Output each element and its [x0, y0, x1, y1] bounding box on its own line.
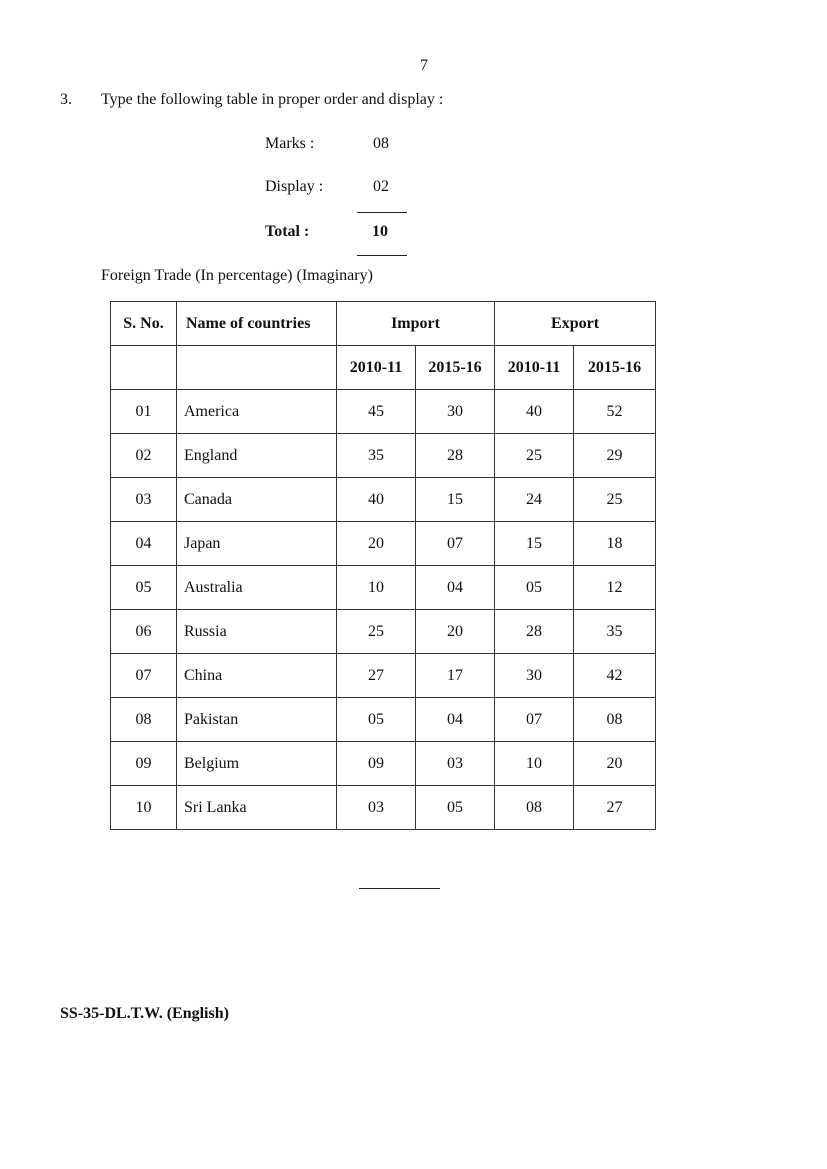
total-top-rule	[357, 212, 407, 213]
cell-country-name: China	[177, 654, 337, 698]
cell-export-2015-16: 18	[574, 522, 656, 566]
total-label: Total :	[265, 223, 310, 240]
cell-import-2015-16: 17	[416, 654, 495, 698]
cell-export-2015-16: 52	[574, 390, 656, 434]
subheader-import-year-1: 2010-11	[337, 346, 416, 390]
table-row	[111, 390, 656, 434]
cell-export-2015-16: 25	[574, 478, 656, 522]
subheader-export-year-2: 2015-16	[574, 346, 656, 390]
display-label: Display :	[265, 178, 324, 195]
cell-import-2010-11: 20	[337, 522, 416, 566]
cell-export-2010-11: 30	[495, 654, 574, 698]
cell-export-2010-11: 10	[495, 742, 574, 786]
cell-export-2010-11: 08	[495, 786, 574, 830]
header-export: Export	[495, 302, 656, 346]
cell-sno: 07	[111, 654, 177, 698]
cell-export-2010-11: 25	[495, 434, 574, 478]
table-row	[111, 566, 656, 610]
table-row	[111, 654, 656, 698]
cell-export-2010-11: 15	[495, 522, 574, 566]
marks-label: Marks :	[265, 135, 315, 152]
cell-import-2010-11: 40	[337, 478, 416, 522]
cell-sno: 09	[111, 742, 177, 786]
table-subheader-row	[111, 346, 656, 390]
cell-country-name: England	[177, 434, 337, 478]
cell-sno: 03	[111, 478, 177, 522]
total-value: 10	[372, 223, 388, 240]
cell-country-name: Belgium	[177, 742, 337, 786]
cell-sno: 06	[111, 610, 177, 654]
cell-sno: 01	[111, 390, 177, 434]
header-sno: S. No.	[111, 302, 177, 346]
cell-import-2010-11: 09	[337, 742, 416, 786]
marks-value: 08	[373, 135, 389, 152]
total-bottom-rule	[357, 255, 407, 256]
question-text: Type the following table in proper order and display :	[101, 91, 444, 108]
subheader-empty-name	[177, 346, 337, 390]
cell-export-2010-11: 05	[495, 566, 574, 610]
header-import: Import	[337, 302, 495, 346]
cell-import-2015-16: 04	[416, 698, 495, 742]
cell-country-name: Canada	[177, 478, 337, 522]
table-row	[111, 610, 656, 654]
cell-export-2015-16: 29	[574, 434, 656, 478]
cell-sno: 08	[111, 698, 177, 742]
cell-import-2015-16: 15	[416, 478, 495, 522]
cell-export-2010-11: 07	[495, 698, 574, 742]
cell-export-2015-16: 08	[574, 698, 656, 742]
cell-sno: 04	[111, 522, 177, 566]
cell-import-2015-16: 04	[416, 566, 495, 610]
page-number: 7	[420, 57, 428, 74]
table-body	[111, 390, 656, 830]
cell-import-2010-11: 03	[337, 786, 416, 830]
end-rule	[359, 888, 440, 889]
question-number: 3.	[60, 91, 72, 108]
cell-import-2015-16: 30	[416, 390, 495, 434]
cell-country-name: Sri Lanka	[177, 786, 337, 830]
subheader-import-year-2: 2015-16	[416, 346, 495, 390]
cell-import-2010-11: 27	[337, 654, 416, 698]
cell-export-2015-16: 35	[574, 610, 656, 654]
cell-export-2015-16: 12	[574, 566, 656, 610]
subheader-export-year-1: 2010-11	[495, 346, 574, 390]
cell-import-2015-16: 03	[416, 742, 495, 786]
cell-import-2015-16: 05	[416, 786, 495, 830]
cell-import-2010-11: 05	[337, 698, 416, 742]
cell-country-name: Australia	[177, 566, 337, 610]
cell-import-2010-11: 35	[337, 434, 416, 478]
cell-country-name: America	[177, 390, 337, 434]
table-row	[111, 522, 656, 566]
cell-export-2015-16: 27	[574, 786, 656, 830]
cell-export-2010-11: 24	[495, 478, 574, 522]
cell-sno: 02	[111, 434, 177, 478]
display-value: 02	[373, 178, 389, 195]
cell-import-2015-16: 28	[416, 434, 495, 478]
cell-country-name: Japan	[177, 522, 337, 566]
cell-country-name: Russia	[177, 610, 337, 654]
cell-export-2010-11: 40	[495, 390, 574, 434]
table-header-row	[111, 302, 656, 346]
cell-import-2015-16: 20	[416, 610, 495, 654]
table-row	[111, 698, 656, 742]
trade-table	[110, 301, 656, 830]
footer-code: SS-35-DL.T.W. (English)	[60, 1005, 229, 1022]
cell-country-name: Pakistan	[177, 698, 337, 742]
table-caption: Foreign Trade (In percentage) (Imaginary)	[101, 267, 373, 284]
cell-sno: 05	[111, 566, 177, 610]
header-country-name: Name of countries	[177, 302, 337, 346]
table-row	[111, 742, 656, 786]
cell-import-2010-11: 25	[337, 610, 416, 654]
table-row	[111, 434, 656, 478]
cell-import-2010-11: 45	[337, 390, 416, 434]
subheader-empty-sno	[111, 346, 177, 390]
table-row	[111, 786, 656, 830]
cell-export-2010-11: 28	[495, 610, 574, 654]
cell-import-2015-16: 07	[416, 522, 495, 566]
cell-export-2015-16: 20	[574, 742, 656, 786]
cell-export-2015-16: 42	[574, 654, 656, 698]
cell-import-2010-11: 10	[337, 566, 416, 610]
cell-sno: 10	[111, 786, 177, 830]
table-row	[111, 478, 656, 522]
